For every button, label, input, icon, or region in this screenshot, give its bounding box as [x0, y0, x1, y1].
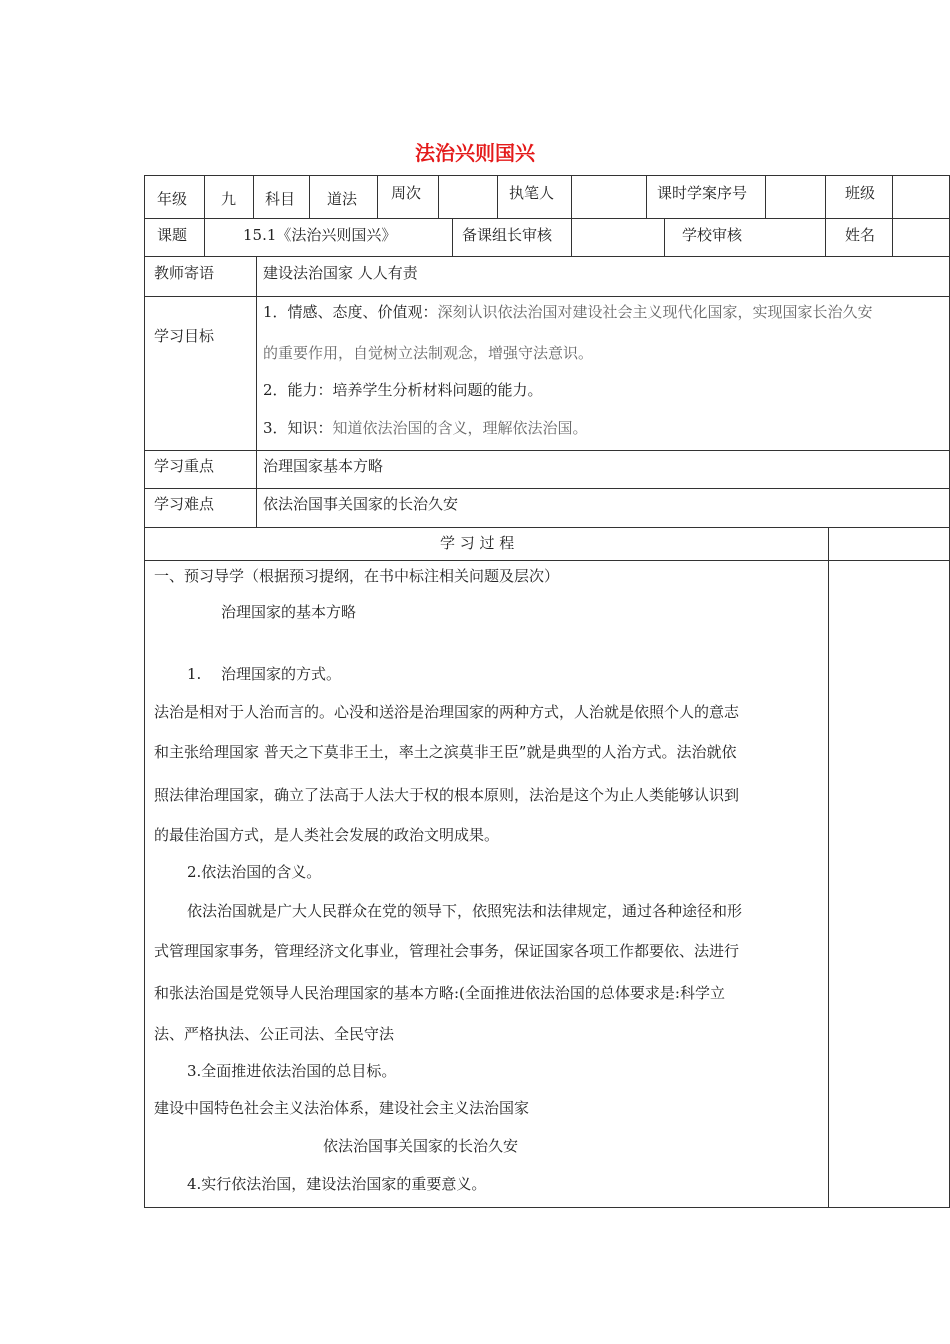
col-divider	[438, 175, 439, 218]
grade-value: 九	[221, 190, 237, 208]
page-title: 法治兴则国兴	[415, 141, 535, 165]
col-divider	[571, 175, 572, 218]
col-divider	[256, 256, 257, 527]
paragraph-line: 建设中国特色社会主义法治体系，建设社会主义法治国家	[154, 1099, 530, 1117]
col-divider	[646, 175, 647, 218]
topic-value: 15.1《法治兴则国兴》	[243, 226, 397, 244]
grade-label: 年级	[157, 190, 188, 208]
paragraph-line: 法治是相对于人治而言的。心没和送浴是治理国家的两种方式，人治就是依照个人的意志	[154, 703, 740, 721]
row-divider	[144, 488, 950, 489]
item-1-title: 治理国家的方式。	[221, 665, 342, 683]
item-3-title: 3.全面推进依法治国的总目标。	[187, 1062, 397, 1080]
col-divider	[664, 218, 665, 256]
school-review-label: 学校审核	[682, 226, 743, 244]
section-heading: 治理国家的基本方略	[221, 603, 357, 621]
objective-3-text: 知道依法治国的含义，理解依法治国。	[332, 419, 588, 437]
col-divider	[828, 527, 829, 1208]
paragraph-line: 和主张给理国家 普天之下莫非王土，率土之滨莫非王臣”就是典型的人治方式。法治就依	[154, 743, 737, 761]
teacher-message-value: 建设法治国家 人人有责	[263, 264, 418, 282]
col-divider	[204, 218, 205, 256]
col-divider	[497, 175, 498, 218]
col-divider	[892, 175, 893, 218]
paragraph-line: 和张法治国是党领导人民治理国家的基本方略:(全面推进依法治国的总体要求是:科学立	[154, 984, 725, 1002]
item-4-title: 4.实行依法治国，建设法治国家的重要意义。	[187, 1175, 487, 1193]
paragraph-line: 照法律治理国家，确立了法高于人法大于权的根本原则，法治是这个为止人类能够认识到	[154, 786, 740, 804]
name-label: 姓名	[845, 226, 876, 244]
row-divider	[144, 218, 950, 219]
row-divider	[144, 256, 950, 257]
objective-1-text: 深刻认识依法治国对建设社会主义现代化国家，实现国家长治久安	[437, 303, 873, 321]
key-point-label: 学习重点	[154, 457, 215, 475]
col-divider	[765, 175, 766, 218]
col-divider	[825, 218, 826, 256]
row-divider	[144, 527, 950, 528]
centered-line: 依法治国事关国家的长治久安	[323, 1137, 519, 1155]
difficult-point-label: 学习难点	[154, 495, 215, 513]
item-1-number: 1.	[187, 665, 202, 683]
paragraph-line: 的最佳治国方式，是人类社会发展的政治文明成果。	[154, 826, 500, 844]
paragraph-line: 依法治国就是广大人民群众在党的领导下，依照宪法和法律规定，通过各种途径和形	[187, 902, 743, 920]
col-divider	[452, 218, 453, 256]
objective-1-line-2: 的重要作用，自觉树立法制观念，增强守法意识。	[263, 344, 594, 362]
subject-value: 道法	[327, 190, 358, 208]
group-review-label: 备课组长审核	[462, 226, 553, 244]
class-label: 班级	[845, 184, 876, 202]
preview-heading: 一、预习导学（根据预习提纲，在书中标注相关问题及层次）	[154, 567, 560, 585]
teacher-message-label: 教师寄语	[154, 264, 215, 282]
item-2-title: 2.依法治国的含义。	[187, 863, 322, 881]
col-divider	[204, 175, 205, 218]
plan-number-label: 课时学案序号	[657, 184, 748, 202]
col-divider	[892, 218, 893, 256]
objective-3-prefix: 3．知识：	[263, 419, 333, 437]
col-divider	[253, 175, 254, 218]
row-divider	[144, 560, 950, 561]
week-label: 周次	[391, 184, 422, 202]
objective-1-prefix: 1．情感、态度、价值观：	[263, 303, 438, 321]
paragraph-line: 式管理国家事务，管理经济文化事业，管理社会事务，保证国家各项工作都要依、法进行	[154, 942, 740, 960]
col-divider	[309, 175, 310, 218]
row-divider	[144, 450, 950, 451]
objective-3	[263, 418, 588, 438]
author-label: 执笔人	[509, 184, 555, 202]
col-divider	[571, 218, 572, 256]
process-header: 学 习 过 程	[440, 534, 515, 552]
col-divider	[377, 175, 378, 218]
key-point-value: 治理国家基本方略	[263, 457, 384, 475]
paragraph-line: 法、严格执法、公正司法、全民守法	[154, 1025, 395, 1043]
row-divider	[144, 296, 950, 297]
topic-label: 课题	[157, 226, 188, 244]
difficult-point-value: 依法治国事关国家的长治久安	[263, 495, 459, 513]
subject-label: 科目	[265, 190, 296, 208]
objective-2: 2．能力：培养学生分析材料问题的能力。	[263, 381, 543, 399]
objectives-label: 学习目标	[154, 327, 215, 345]
col-divider	[825, 175, 826, 218]
lesson-plan-table	[144, 175, 950, 1208]
objective-1-line-1	[263, 302, 873, 322]
